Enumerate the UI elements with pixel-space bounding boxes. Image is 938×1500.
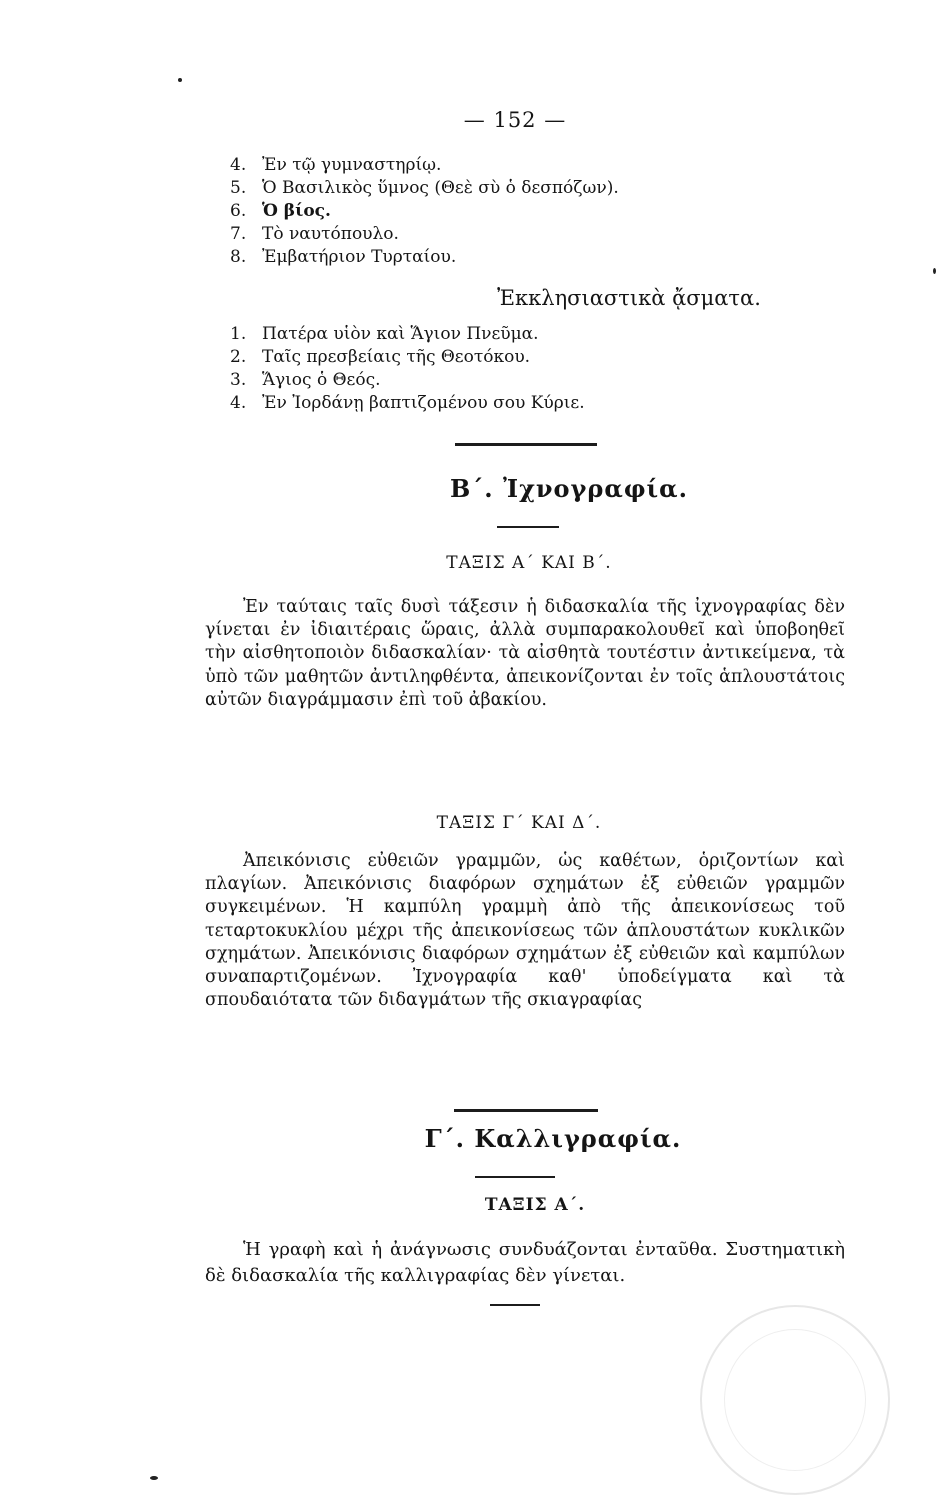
item-text: Ταῖς πρεσβείαις τῆς Θεοτόκου. (262, 347, 531, 367)
item-number: 5. (230, 178, 247, 198)
section-divider (454, 1109, 598, 1112)
paragraph-ab (205, 596, 845, 712)
section-b-title: Β΄. Ἰχνογραφία. (450, 474, 688, 503)
seal-inner-ring (724, 1329, 866, 1471)
item-text: Ἐν τῷ γυμναστηρίῳ. (262, 155, 442, 175)
item-text: Ὁ βίος. (262, 201, 331, 221)
library-seal-stamp (700, 1305, 890, 1495)
paragraph-text: Ἀπεικόνισις εὐθειῶν γραμμῶν, ὡς καθέτων, ὁριζοντίων καὶ πλαγίων. Ἀπεικόνισις διαφόρων σχημάτων ἐξ εὐθειῶν γραμμῶν συγκειμένων. Ἡ καμπύλη γραμμὴ ἀπὸ τῆς ἀπεικονίσεως τοῦ τεταρτοκυκλίου μέχρι τῆς ἀπεικονίσεως τῶν ἁπλουστάτων κυκλικῶν σχημάτων. Ἀπεικόνισις διαφόρων σχημάτων ἐξ εὐθειῶν καὶ καμπύλων συναπαρτιζομένων. Ἰχνογραφία καθ' ὑποδείγματα καὶ τὰ σπουδαιότατα τῶν διδαγμάτων τῆς σκιαγραφίας (205, 851, 845, 1011)
list-item (230, 392, 585, 415)
item-text: Τὸ ναυτόπουλο. (262, 224, 399, 244)
list-item (230, 154, 619, 177)
class-heading-a: ΤΑΞΙΣ Α΄. (484, 1195, 586, 1215)
paragraph-a (205, 1237, 845, 1289)
item-number: 4. (230, 155, 247, 175)
item-number: 4. (230, 393, 247, 413)
section-c-title: Γ΄. Καλλιγραφία. (424, 1124, 682, 1153)
list-item (230, 246, 619, 269)
list-item (230, 200, 619, 223)
list-item (230, 346, 585, 369)
end-divider (490, 1304, 540, 1306)
short-divider (497, 526, 559, 528)
item-text: Ἐμβατήριον Τυρταίου. (262, 247, 457, 267)
scan-speck (933, 268, 936, 274)
scan-speck (178, 78, 182, 82)
item-number: 7. (230, 224, 247, 244)
item-number: 8. (230, 247, 247, 267)
item-text: Ἐν Ἰορδάνῃ βαπτιζομένου σου Κύριε. (262, 393, 585, 413)
list-item (230, 369, 585, 392)
class-heading-ab: ΤΑΞΙΣ Α΄ ΚΑΙ Β΄. (446, 553, 612, 573)
short-divider (475, 1176, 555, 1178)
item-number: 2. (230, 347, 247, 367)
page-number: — 152 — (463, 108, 567, 132)
list-item (230, 177, 619, 200)
item-number: 3. (230, 370, 247, 390)
paragraph-text: Ἡ γραφὴ καὶ ἡ ἀνάγνωσις συνδυάζονται ἐνταῦθα. Συστηματικὴ δὲ διδασκαλία τῆς καλλιγραφίας δὲν γίνεται. (205, 1239, 845, 1286)
list-item (230, 223, 619, 246)
church-songs-heading: Ἐκκλησιαστικὰ ᾄσματα. (497, 286, 761, 310)
paragraph-text: Ἐν ταύταις ταῖς δυσὶ τάξεσιν ἡ διδασκαλία τῆς ἰχνογραφίας δὲν γίνεται ἐν ἰδιαιτέραις ὥραις, ἀλλὰ συμπαρακολουθεῖ καὶ ὑποβοηθεῖ τὴν αἰσθητοποιὸν διδασκαλίαν· τὰ αἰσθητὰ τουτέστιν ἀντικείμενα, τὰ ὑπὸ τῶν μαθητῶν ἀντιληφθέντα, ἀπεικονίζονται ἐν τοῖς ἁπλουστάτοις αὐτῶν διαγράμμασιν ἐπὶ τοῦ ἀβακίου. (205, 597, 845, 710)
item-text: Ἅγιος ὁ Θεός. (262, 370, 381, 390)
item-number: 1. (230, 324, 247, 344)
item-text: Ὁ Βασιλικὸς ὕμνος (Θεὲ σὺ ὁ δεσπόζων). (262, 178, 619, 198)
scan-speck (150, 1476, 158, 1480)
item-number: 6. (230, 201, 247, 221)
section-divider (455, 443, 597, 446)
item-text: Πατέρα υἱὸν καὶ Ἅγιον Πνεῦμα. (262, 324, 539, 344)
paragraph-gd (205, 850, 845, 1012)
songs-list (230, 154, 619, 269)
church-songs-list (230, 323, 585, 415)
class-heading-gd: ΤΑΞΙΣ Γ΄ ΚΑΙ Δ΄. (436, 813, 602, 833)
list-item (230, 323, 585, 346)
